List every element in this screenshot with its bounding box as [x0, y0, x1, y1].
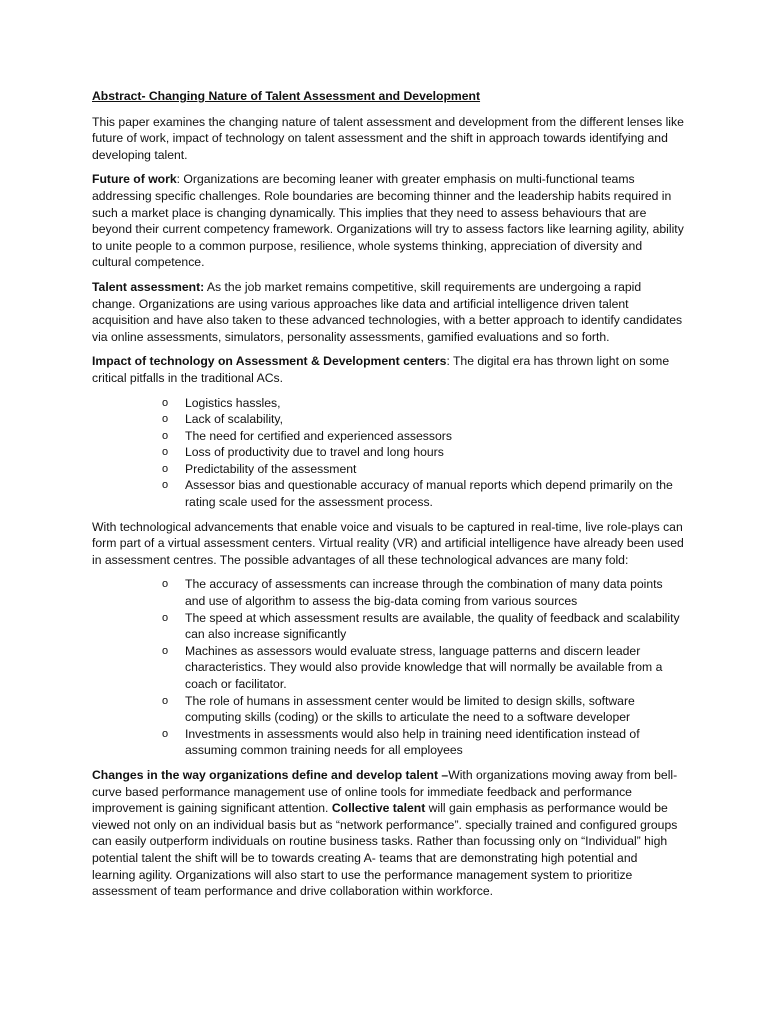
list-item	[92, 643, 684, 693]
bullet-icon: o	[162, 694, 169, 707]
changes-paragraph	[92, 767, 684, 900]
list-item-text: Loss of productivity due to travel and long hours	[185, 445, 444, 460]
list-item	[92, 610, 684, 643]
list-item	[92, 726, 684, 759]
bullet-icon: o	[162, 644, 169, 657]
future-of-work-text: : Organizations are becoming leaner with greater emphasis on multi-functional teams addressing specific challenges. Role boundaries are becoming thinner and the leadership habits required in such a market place is changing dynamically. This implies that they need to assess behaviours that are beyond their current competency framework. Organizations will try to assess factors like learning agility, ability to unite people to a common purpose, resilience, whole systems thinking, appreciation of diversity and cultural competence.	[92, 172, 684, 270]
bullet-icon: o	[162, 396, 169, 409]
bullet-icon: o	[162, 578, 169, 591]
list-item-text: Machines as assessors would evaluate stress, language patterns and discern leader characteristics. They would also provide knowledge that will normally be available from a coach or facilitator.	[185, 643, 663, 691]
bullet-icon: o	[162, 611, 169, 624]
list-item	[92, 428, 684, 445]
pitfalls-list	[92, 395, 684, 511]
intro-paragraph: This paper examines the changing nature of talent assessment and development from the different lenses like future of work, impact of technology on talent assessment and the shift in approach towards identifying and developing talent.	[92, 114, 684, 162]
bullet-icon: o	[162, 413, 169, 426]
changes-text-continued: will gain emphasis as performance would be viewed not only on an individual basis but as “network performance”. specially trained and configured groups can easily outperform individuals on routine business tasks. Rather than focussing only on “Individual” high potential talent the shift will be to towards creating A- teams that are demonstrating high potential and learning agility. Organizations will also start to use the performance management system to prioritize assessment of team performance and drive collaboration within workforce.	[92, 801, 678, 899]
list-item-text: Predictability of the assessment	[185, 461, 357, 476]
list-item	[92, 477, 684, 510]
list-item	[92, 411, 684, 428]
bullet-icon: o	[162, 446, 169, 459]
advancements-paragraph: With technological advancements that enable voice and visuals to be captured in real-time, live role-plays can form part of a virtual assessment centers. Virtual reality (VR) and artificial intelligence have already been used in assessment centres. The possible advantages of all these technological advances are many fold:	[92, 519, 684, 567]
bullet-icon: o	[162, 727, 169, 740]
bullet-icon: o	[162, 429, 169, 442]
advantages-list	[92, 576, 684, 759]
future-of-work-label: Future of work	[92, 172, 177, 187]
list-item-text: Assessor bias and questionable accuracy of manual reports which depend primarily on the rating scale used for the assessment process.	[185, 478, 673, 510]
impact-paragraph	[92, 353, 684, 386]
bullet-icon: o	[162, 479, 169, 492]
list-item-text: The role of humans in assessment center would be limited to design skills, software computing skills (coding) or the skills to articulate the need to a software developer	[185, 693, 635, 725]
talent-assessment-label: Talent assessment:	[92, 279, 205, 294]
list-item-text: Lack of scalability,	[185, 412, 283, 427]
list-item-text: The accuracy of assessments can increase through the combination of many data points and use of algorithm to assess the big-data coming from various sources	[185, 577, 663, 609]
list-item-text: The speed at which assessment results are available, the quality of feedback and scalability can also increase significantly	[185, 610, 680, 642]
impact-label: Impact of technology on Assessment & Development centers	[92, 354, 447, 369]
list-item-text: Investments in assessments would also help in training need identification instead of assuming common training needs for all employees	[185, 726, 640, 758]
list-item	[92, 576, 684, 609]
changes-text: With organizations moving away from bell-curve based performance management use of online tools for immediate feedback and performance improvement is gaining significant attention.	[92, 767, 678, 816]
future-of-work-paragraph	[92, 171, 684, 271]
document-body	[92, 88, 684, 908]
abstract-title: Abstract- Changing Nature of Talent Assessment and Development	[92, 89, 481, 103]
talent-assessment-paragraph	[92, 279, 684, 345]
list-item-text: Logistics hassles,	[185, 395, 281, 410]
list-item	[92, 461, 684, 478]
list-item	[92, 444, 684, 461]
changes-label: Changes in the way organizations define and develop talent –	[92, 767, 449, 782]
list-item-text: The need for certified and experienced assessors	[185, 428, 452, 443]
list-item	[92, 395, 684, 412]
collective-talent-label: Collective talent	[331, 801, 426, 816]
bullet-icon: o	[162, 462, 169, 475]
talent-assessment-text: As the job market remains competitive, skill requirements are undergoing a rapid change. Organizations are using various approaches like data and artificial intelligence driven talent acquisition and have also taken to these advanced technologies, with a better approach to identify candidates via online assessments, simulators, personality assessments, gamified evaluations and so forth.	[92, 279, 683, 344]
list-item	[92, 693, 684, 726]
impact-text: : The digital era has thrown light on some critical pitfalls in the traditional ACs.	[92, 354, 670, 385]
